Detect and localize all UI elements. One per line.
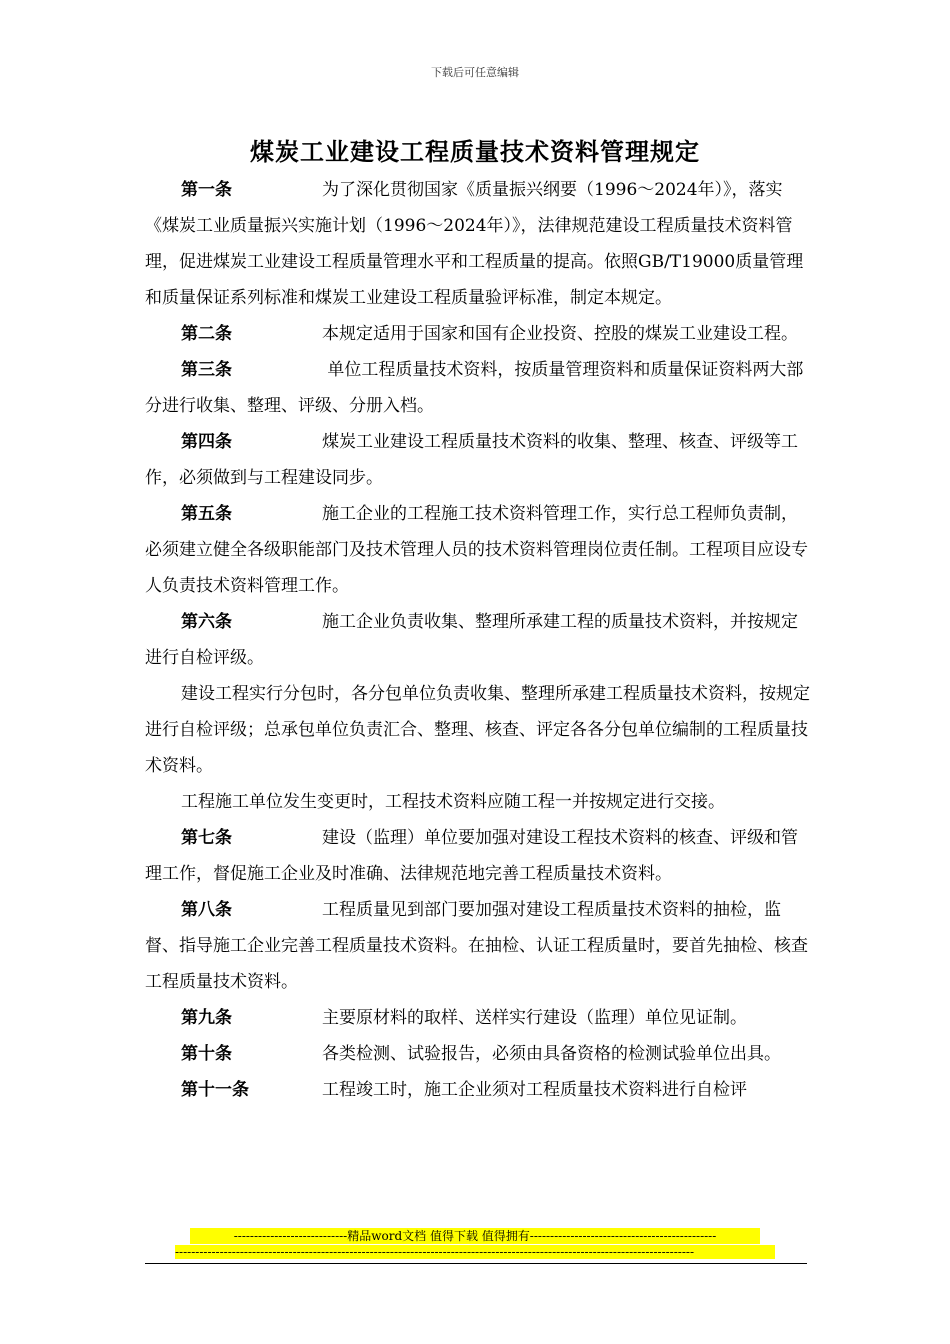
article-1 xyxy=(145,172,811,316)
article-4 xyxy=(145,424,811,496)
article-11 xyxy=(145,1072,811,1108)
article-label: 第七条 xyxy=(181,828,232,848)
article-label: 第八条 xyxy=(181,900,232,920)
article-text: 主要原材料的取样、送样实行建设（监理）单位见证制。 xyxy=(322,1008,747,1028)
article-10 xyxy=(145,1036,811,1072)
article-6 xyxy=(145,604,811,676)
article-label: 第三条 xyxy=(181,360,232,380)
article-label: 第十一条 xyxy=(181,1080,249,1100)
article-8 xyxy=(145,892,811,1000)
article-text: 施工企业负责收集、整理所承建工程的质量技术资料，并按规定进行自检评级。 xyxy=(145,612,798,668)
article-text: 各类检测、试验报告，必须由具备资格的检测试验单位出具。 xyxy=(322,1044,781,1064)
article-5 xyxy=(145,496,811,604)
footer-divider xyxy=(145,1263,807,1264)
article-text: 本规定适用于国家和国有企业投资、控股的煤炭工业建设工程。 xyxy=(322,324,798,344)
footer-banner-line-1: ----------------------------精品word文档 值得下载 值得拥有---------------------------------------------- xyxy=(190,1228,760,1244)
paragraph-handover: 工程施工单位发生变更时，工程技术资料应随工程一并按规定进行交接。 xyxy=(181,792,725,812)
article-3 xyxy=(145,352,811,424)
article-9 xyxy=(145,1000,811,1036)
article-text: 工程质量见到部门要加强对建设工程质量技术资料的抽检，监督、指导施工企业完善工程质量技术资料。在抽检、认证工程质量时，要首先抽检、核查工程质量技术资料。 xyxy=(145,900,808,992)
article-label: 第六条 xyxy=(181,612,232,632)
article-text: 单位工程质量技术资料，按质量管理资料和质量保证资料两大部分进行收集、整理、评级、分册入档。 xyxy=(145,360,804,416)
article-text: 建设（监理）单位要加强对建设工程技术资料的核查、评级和管理工作，督促施工企业及时准确、法律规范地完善工程质量技术资料。 xyxy=(145,828,798,884)
article-text: 工程竣工时，施工企业须对工程质量技术资料进行自检评 xyxy=(322,1080,747,1100)
page-header-note: 下载后可任意编辑 xyxy=(431,66,519,79)
document-title: 煤炭工业建设工程质量技术资料管理规定 xyxy=(250,137,700,166)
article-2 xyxy=(145,316,811,352)
article-label: 第五条 xyxy=(181,504,232,524)
article-text: 煤炭工业建设工程质量技术资料的收集、整理、核查、评级等工作，必须做到与工程建设同步。 xyxy=(145,432,798,488)
article-text: 为了深化贯彻国家《质量振兴纲要（1996～2024年）》，落实《煤炭工业质量振兴实施计划（1996～2024年）》，法律规范建设工程质量技术资料管理，促进煤炭工业建设工程质量管理水平和工程质量的提高。依照GB/T19000质量管理和质量保证系列标准和煤炭工业建设工程质量验评标准，制定本规定。 xyxy=(145,180,804,308)
article-text: 施工企业的工程施工技术资料管理工作，实行总工程师负责制，必须建立健全各级职能部门及技术管理人员的技术资料管理岗位责任制。工程项目应设专人负责技术资料管理工作。 xyxy=(145,504,808,596)
article-7 xyxy=(145,820,811,892)
article-label: 第一条 xyxy=(181,180,232,200)
article-label: 第四条 xyxy=(181,432,232,452)
article-label: 第十条 xyxy=(181,1044,232,1064)
article-label: 第九条 xyxy=(181,1008,232,1028)
article-label: 第二条 xyxy=(181,324,232,344)
paragraph-subcontract: 建设工程实行分包时，各分包单位负责收集、整理所承建工程质量技术资料，按规定进行自检评级；总承包单位负责汇合、整理、核查、评定各各分包单位编制的工程质量技术资料。 xyxy=(145,684,810,776)
document-body xyxy=(145,172,811,1108)
footer-banner-line-2: -------------------------------------------------------------------------------------------------------------------------------- xyxy=(175,1245,775,1259)
